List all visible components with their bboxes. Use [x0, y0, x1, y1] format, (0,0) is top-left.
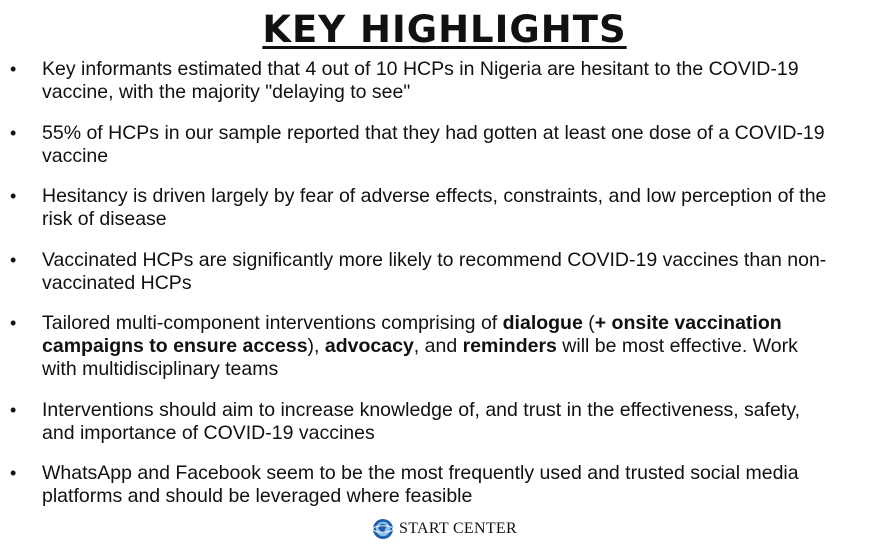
highlight-item: [0, 249, 889, 295]
footer-label: START CENTER: [399, 520, 517, 537]
highlight-text: WhatsApp and Facebook seem to be the most frequently used and trusted social media platforms and should be leveraged where feasible: [42, 462, 799, 507]
highlight-emphasis: reminders: [462, 335, 557, 357]
globe-logo-icon: [372, 518, 394, 540]
highlight-text: Interventions should aim to increase knowledge of, and trust in the effectiveness, safety, and importance of COVID-19 vaccines: [42, 398, 801, 444]
highlight-item: [0, 58, 889, 104]
highlight-text: 55% of HCPs in our sample reported that they had gotten at least one dose of a COVID-19 vaccine: [42, 121, 825, 167]
highlight-text: Hesitancy is driven largely by fear of adverse effects, constraints, and low perception of the risk of disease: [42, 185, 827, 230]
highlight-item: [0, 399, 889, 445]
highlight-item: [0, 122, 889, 168]
bullet-marker: •: [10, 399, 17, 420]
highlight-item: [0, 185, 889, 231]
bullet-marker: •: [10, 122, 17, 143]
highlight-text: Key informants estimated that 4 out of 10 HCPs in Nigeria are hesitant to the COVID-19 vaccine, with the majority "delaying to see": [42, 58, 799, 103]
bullet-marker: •: [10, 59, 17, 79]
page-title-text: KEY HIGHLIGHTS: [262, 8, 627, 51]
highlight-emphasis: advocacy: [324, 335, 414, 357]
highlight-text: Tailored multi-component interventions comprising of: [42, 312, 503, 334]
highlight-text: will be most effective. Work with multidisciplinary teams: [42, 335, 798, 380]
highlight-emphasis: dialogue: [502, 312, 583, 334]
highlight-text: , and: [413, 335, 463, 357]
bullet-marker: •: [10, 186, 17, 206]
highlight-item: [0, 312, 889, 381]
highlights-list: [0, 58, 889, 508]
bullet-marker: •: [10, 313, 17, 333]
highlight-item: [0, 462, 889, 508]
bullet-marker: •: [10, 249, 17, 270]
highlight-text: Vaccinated HCPs are significantly more likely to recommend COVID-19 vaccines than non-vaccinated HCPs: [42, 248, 827, 294]
footer: [0, 518, 889, 540]
bullet-marker: •: [10, 463, 17, 483]
highlight-text: ),: [307, 335, 325, 357]
highlight-text: (: [582, 312, 595, 334]
highlight-emphasis: + onsite vaccination campaigns to ensure access: [42, 312, 782, 357]
page-title: [0, 8, 889, 52]
